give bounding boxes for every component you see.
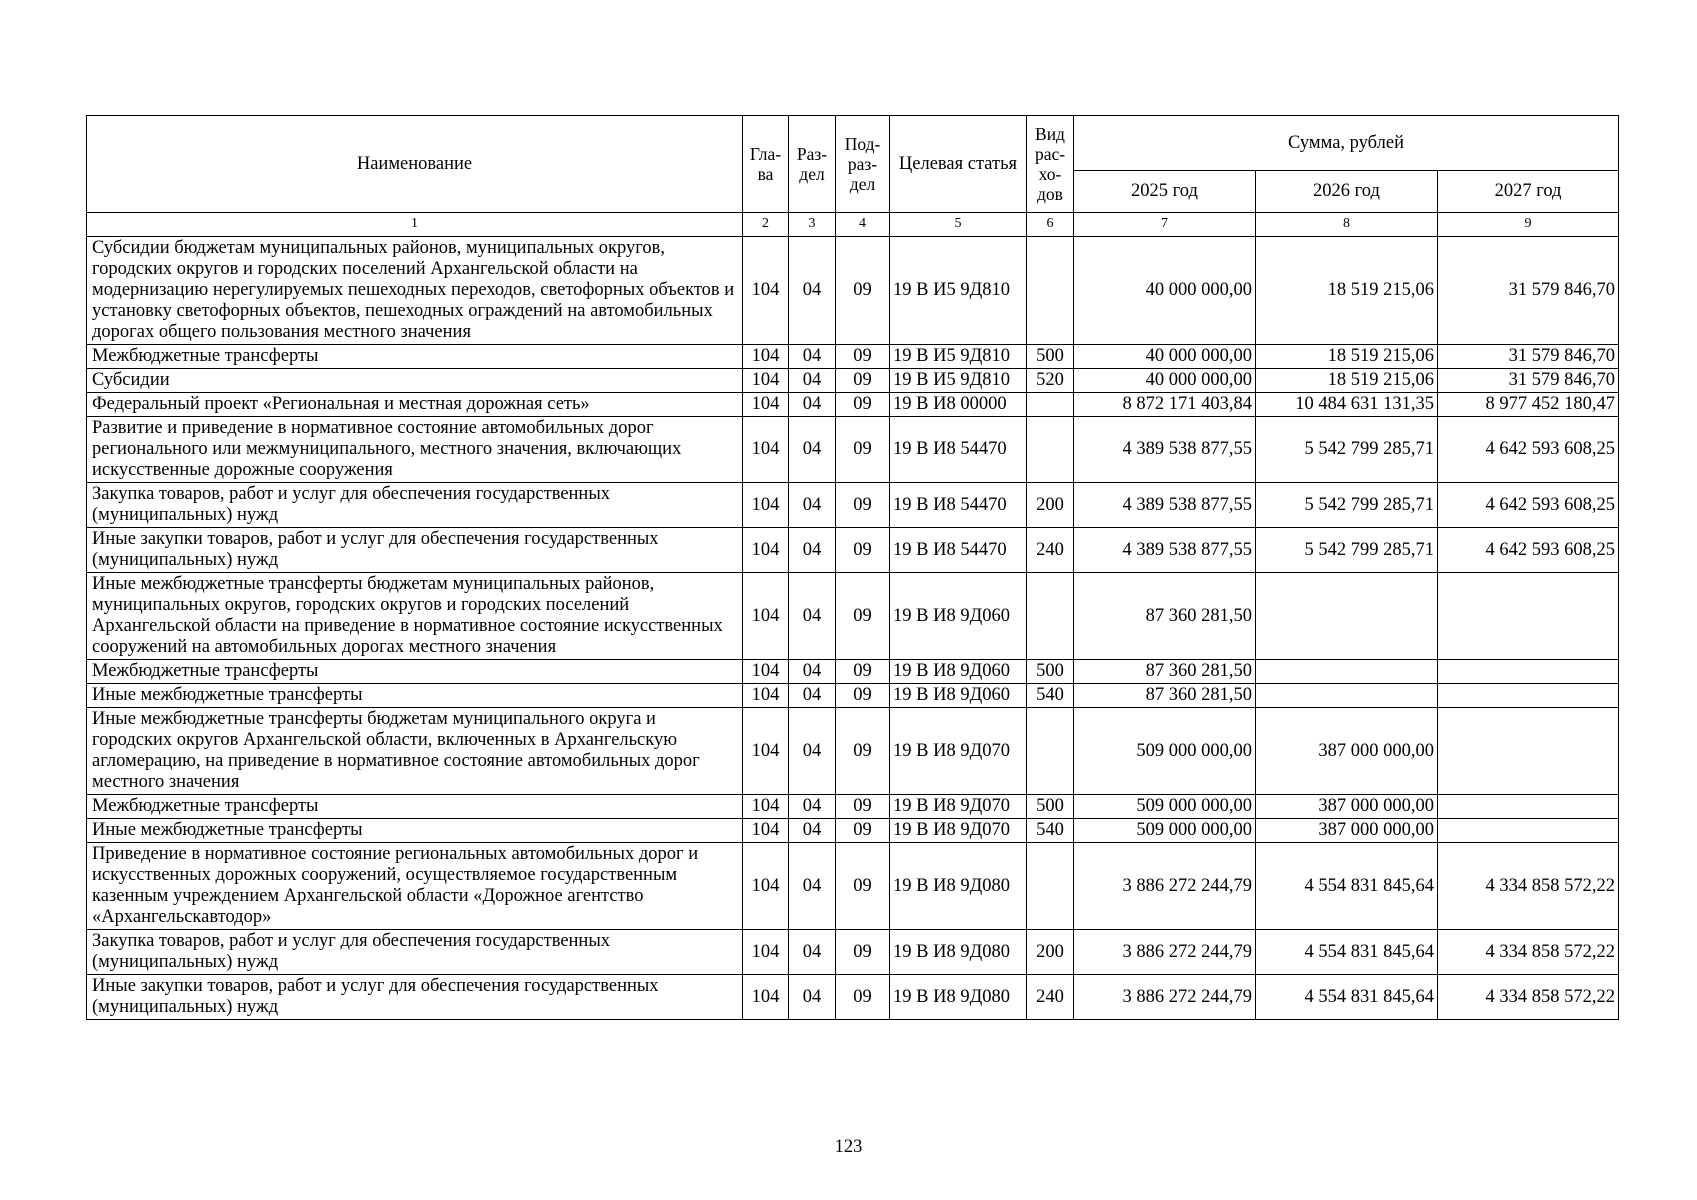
column-index: 3 <box>789 213 836 237</box>
row-razdel: 04 <box>789 345 836 369</box>
row-expense-type <box>1027 417 1074 483</box>
column-index: 4 <box>836 213 890 237</box>
row-razdel: 04 <box>789 819 836 843</box>
table-row <box>87 930 1619 975</box>
table-row <box>87 528 1619 573</box>
column-index: 5 <box>890 213 1027 237</box>
row-razdel: 04 <box>789 573 836 660</box>
table-row <box>87 417 1619 483</box>
table-row <box>87 843 1619 930</box>
row-target-article: 19 В И8 54470 <box>890 483 1027 528</box>
row-podrazdel: 09 <box>836 393 890 417</box>
budget-table-body <box>87 237 1619 1020</box>
row-expense-type: 200 <box>1027 483 1074 528</box>
row-expense-type: 520 <box>1027 369 1074 393</box>
header-name: Наименование <box>87 116 743 213</box>
table-row <box>87 660 1619 684</box>
row-name: Межбюджетные трансферты <box>87 795 743 819</box>
row-expense-type: 500 <box>1027 795 1074 819</box>
column-index: 1 <box>87 213 743 237</box>
row-expense-type <box>1027 573 1074 660</box>
column-index: 2 <box>743 213 789 237</box>
row-target-article: 19 В И8 54470 <box>890 417 1027 483</box>
row-podrazdel: 09 <box>836 795 890 819</box>
row-amount-2025: 4 389 538 877,55 <box>1074 528 1256 573</box>
row-amount-2026: 18 519 215,06 <box>1256 237 1438 345</box>
header-podrazdel: Под-раз-дел <box>836 116 890 213</box>
row-glava: 104 <box>743 819 789 843</box>
table-row <box>87 369 1619 393</box>
table-row <box>87 819 1619 843</box>
table-row <box>87 393 1619 417</box>
row-podrazdel: 09 <box>836 528 890 573</box>
row-target-article: 19 В И8 9Д060 <box>890 684 1027 708</box>
row-glava: 104 <box>743 417 789 483</box>
row-glava: 104 <box>743 795 789 819</box>
row-amount-2027: 8 977 452 180,47 <box>1438 393 1619 417</box>
row-name: Федеральный проект «Региональная и местная дорожная сеть» <box>87 393 743 417</box>
column-index-row <box>87 213 1619 237</box>
header-expense-type: Вид рас-хо-дов <box>1027 116 1074 213</box>
row-amount-2027: 4 642 593 608,25 <box>1438 528 1619 573</box>
row-amount-2027: 4 334 858 572,22 <box>1438 930 1619 975</box>
row-expense-type: 500 <box>1027 660 1074 684</box>
row-razdel: 04 <box>789 237 836 345</box>
row-name: Межбюджетные трансферты <box>87 660 743 684</box>
row-amount-2025: 8 872 171 403,84 <box>1074 393 1256 417</box>
row-glava: 104 <box>743 393 789 417</box>
row-expense-type: 200 <box>1027 930 1074 975</box>
row-target-article: 19 В И8 9Д070 <box>890 795 1027 819</box>
header-target-article: Целевая статья <box>890 116 1027 213</box>
row-target-article: 19 В И8 9Д060 <box>890 660 1027 684</box>
row-amount-2026 <box>1256 684 1438 708</box>
table-row <box>87 573 1619 660</box>
row-expense-type <box>1027 843 1074 930</box>
row-amount-2027: 4 642 593 608,25 <box>1438 483 1619 528</box>
row-name: Иные закупки товаров, работ и услуг для обеспечения государственных (муниципальных) нужд <box>87 528 743 573</box>
row-amount-2025: 4 389 538 877,55 <box>1074 417 1256 483</box>
row-amount-2027: 4 334 858 572,22 <box>1438 843 1619 930</box>
header-year-2025: 2025 год <box>1074 171 1256 213</box>
row-razdel: 04 <box>789 483 836 528</box>
row-amount-2026 <box>1256 660 1438 684</box>
row-amount-2025: 509 000 000,00 <box>1074 708 1256 795</box>
row-name: Иные закупки товаров, работ и услуг для обеспечения государственных (муниципальных) нужд <box>87 975 743 1020</box>
row-razdel: 04 <box>789 843 836 930</box>
row-razdel: 04 <box>789 660 836 684</box>
row-amount-2025: 509 000 000,00 <box>1074 795 1256 819</box>
row-amount-2025: 3 886 272 244,79 <box>1074 975 1256 1020</box>
row-amount-2026: 5 542 799 285,71 <box>1256 483 1438 528</box>
row-amount-2027 <box>1438 660 1619 684</box>
row-amount-2025: 4 389 538 877,55 <box>1074 483 1256 528</box>
row-expense-type: 540 <box>1027 819 1074 843</box>
row-amount-2026: 5 542 799 285,71 <box>1256 417 1438 483</box>
row-podrazdel: 09 <box>836 930 890 975</box>
row-name: Иные межбюджетные трансферты бюджетам муниципального округа и городских округов Архангельской области, включенных в Архангельскую агломерацию, на приведение в нормативное состояние автомобильных дорог местного значения <box>87 708 743 795</box>
row-amount-2025: 87 360 281,50 <box>1074 684 1256 708</box>
row-target-article: 19 В И8 9Д070 <box>890 819 1027 843</box>
row-amount-2027: 31 579 846,70 <box>1438 369 1619 393</box>
row-podrazdel: 09 <box>836 708 890 795</box>
row-razdel: 04 <box>789 417 836 483</box>
row-expense-type <box>1027 708 1074 795</box>
row-amount-2026: 4 554 831 845,64 <box>1256 930 1438 975</box>
table-row <box>87 795 1619 819</box>
row-podrazdel: 09 <box>836 345 890 369</box>
row-razdel: 04 <box>789 393 836 417</box>
row-name: Иные межбюджетные трансферты бюджетам муниципальных районов, муниципальных округов, городских округов и городских поселений Архангельской области на приведение в нормативное состояние искусственных сооружений на автомобильных дорогах местного значения <box>87 573 743 660</box>
row-amount-2025: 40 000 000,00 <box>1074 369 1256 393</box>
row-glava: 104 <box>743 975 789 1020</box>
row-target-article: 19 В И5 9Д810 <box>890 369 1027 393</box>
row-amount-2025: 509 000 000,00 <box>1074 819 1256 843</box>
row-amount-2025: 3 886 272 244,79 <box>1074 843 1256 930</box>
row-name: Субсидии бюджетам муниципальных районов, муниципальных округов, городских округов и городских поселений Архангельской области на модернизацию нерегулируемых пешеходных переходов, светофорных объектов и установку светофорных объектов, пешеходных ограждений на автомобильных дорогах общего пользования местного значения <box>87 237 743 345</box>
row-glava: 104 <box>743 684 789 708</box>
row-expense-type: 540 <box>1027 684 1074 708</box>
row-expense-type: 240 <box>1027 975 1074 1020</box>
row-amount-2026: 10 484 631 131,35 <box>1256 393 1438 417</box>
row-amount-2027: 31 579 846,70 <box>1438 237 1619 345</box>
row-name: Иные межбюджетные трансферты <box>87 819 743 843</box>
row-amount-2026: 387 000 000,00 <box>1256 708 1438 795</box>
row-expense-type <box>1027 393 1074 417</box>
row-target-article: 19 В И5 9Д810 <box>890 237 1027 345</box>
row-glava: 104 <box>743 843 789 930</box>
row-glava: 104 <box>743 930 789 975</box>
row-podrazdel: 09 <box>836 819 890 843</box>
row-glava: 104 <box>743 369 789 393</box>
row-razdel: 04 <box>789 708 836 795</box>
row-target-article: 19 В И8 00000 <box>890 393 1027 417</box>
row-target-article: 19 В И8 9Д060 <box>890 573 1027 660</box>
row-name: Развитие и приведение в нормативное состояние автомобильных дорог регионального или межмуниципального, местного значения, включающих искусственные дорожные сооружения <box>87 417 743 483</box>
row-amount-2027 <box>1438 684 1619 708</box>
row-glava: 104 <box>743 528 789 573</box>
row-amount-2026 <box>1256 573 1438 660</box>
row-amount-2026: 5 542 799 285,71 <box>1256 528 1438 573</box>
row-target-article: 19 В И8 9Д080 <box>890 930 1027 975</box>
row-amount-2025: 40 000 000,00 <box>1074 345 1256 369</box>
row-expense-type: 500 <box>1027 345 1074 369</box>
row-amount-2027: 31 579 846,70 <box>1438 345 1619 369</box>
table-row <box>87 684 1619 708</box>
row-podrazdel: 09 <box>836 684 890 708</box>
row-name: Приведение в нормативное состояние региональных автомобильных дорог и искусственных дорожных сооружений, осуществляемое государственным казенным учреждением Архангельской области «Дорожное агентство «Архангельскавтодор» <box>87 843 743 930</box>
row-expense-type: 240 <box>1027 528 1074 573</box>
row-name: Закупка товаров, работ и услуг для обеспечения государственных (муниципальных) нужд <box>87 930 743 975</box>
row-amount-2027 <box>1438 795 1619 819</box>
header-sum: Сумма, рублей <box>1074 116 1619 171</box>
table-row <box>87 237 1619 345</box>
column-index: 6 <box>1027 213 1074 237</box>
row-podrazdel: 09 <box>836 417 890 483</box>
row-amount-2026: 4 554 831 845,64 <box>1256 975 1438 1020</box>
row-amount-2026: 387 000 000,00 <box>1256 819 1438 843</box>
row-glava: 104 <box>743 237 789 345</box>
row-name: Межбюджетные трансферты <box>87 345 743 369</box>
row-target-article: 19 В И8 9Д080 <box>890 975 1027 1020</box>
header-year-2026: 2026 год <box>1256 171 1438 213</box>
row-target-article: 19 В И8 9Д070 <box>890 708 1027 795</box>
header-glava: Гла-ва <box>743 116 789 213</box>
row-target-article: 19 В И8 54470 <box>890 528 1027 573</box>
row-glava: 104 <box>743 660 789 684</box>
row-name: Субсидии <box>87 369 743 393</box>
row-amount-2026: 387 000 000,00 <box>1256 795 1438 819</box>
header-year-2027: 2027 год <box>1438 171 1619 213</box>
row-amount-2027 <box>1438 573 1619 660</box>
row-razdel: 04 <box>789 684 836 708</box>
row-amount-2027 <box>1438 708 1619 795</box>
row-glava: 104 <box>743 573 789 660</box>
row-name: Иные межбюджетные трансферты <box>87 684 743 708</box>
row-razdel: 04 <box>789 795 836 819</box>
table-row <box>87 708 1619 795</box>
row-podrazdel: 09 <box>836 975 890 1020</box>
row-amount-2025: 87 360 281,50 <box>1074 573 1256 660</box>
row-podrazdel: 09 <box>836 369 890 393</box>
row-expense-type <box>1027 237 1074 345</box>
row-amount-2027: 4 334 858 572,22 <box>1438 975 1619 1020</box>
row-podrazdel: 09 <box>836 483 890 528</box>
table-row <box>87 483 1619 528</box>
row-razdel: 04 <box>789 369 836 393</box>
row-target-article: 19 В И5 9Д810 <box>890 345 1027 369</box>
budget-table <box>86 115 1619 1020</box>
row-razdel: 04 <box>789 975 836 1020</box>
row-glava: 104 <box>743 345 789 369</box>
row-amount-2025: 40 000 000,00 <box>1074 237 1256 345</box>
row-target-article: 19 В И8 9Д080 <box>890 843 1027 930</box>
header-razdel: Раз-дел <box>789 116 836 213</box>
row-amount-2025: 87 360 281,50 <box>1074 660 1256 684</box>
row-glava: 104 <box>743 483 789 528</box>
row-amount-2026: 18 519 215,06 <box>1256 345 1438 369</box>
table-row <box>87 975 1619 1020</box>
row-podrazdel: 09 <box>836 573 890 660</box>
page-number: 123 <box>834 1137 863 1157</box>
budget-table-page <box>86 115 1618 1020</box>
row-name: Закупка товаров, работ и услуг для обеспечения государственных (муниципальных) нужд <box>87 483 743 528</box>
row-glava: 104 <box>743 708 789 795</box>
row-podrazdel: 09 <box>836 843 890 930</box>
row-amount-2026: 4 554 831 845,64 <box>1256 843 1438 930</box>
column-index: 8 <box>1256 213 1438 237</box>
column-index: 9 <box>1438 213 1619 237</box>
row-amount-2026: 18 519 215,06 <box>1256 369 1438 393</box>
row-razdel: 04 <box>789 528 836 573</box>
row-amount-2027 <box>1438 819 1619 843</box>
row-razdel: 04 <box>789 930 836 975</box>
table-row <box>87 345 1619 369</box>
row-podrazdel: 09 <box>836 660 890 684</box>
row-podrazdel: 09 <box>836 237 890 345</box>
row-amount-2027: 4 642 593 608,25 <box>1438 417 1619 483</box>
row-amount-2025: 3 886 272 244,79 <box>1074 930 1256 975</box>
column-index: 7 <box>1074 213 1256 237</box>
